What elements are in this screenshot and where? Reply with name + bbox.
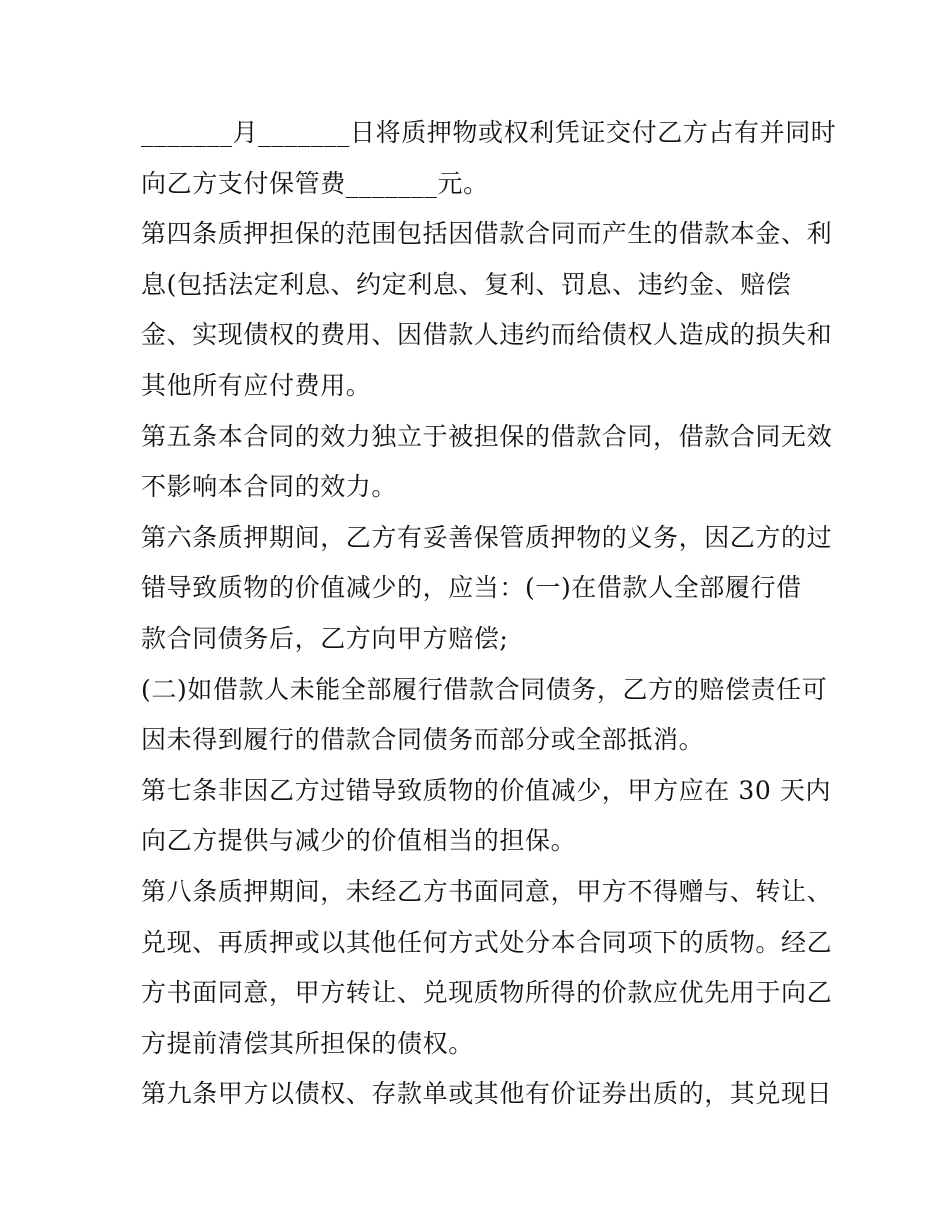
text-line: 错导致质物的价值减少的，应当：(一)在借款人全部履行借: [141, 573, 802, 603]
text-line: _______月_______日将质押物或权利凭证交付乙方占有并同时: [141, 118, 837, 147]
text-line: 方书面同意，甲方转让、兑现质物所得的价款应优先用于向乙: [141, 978, 833, 1008]
text-line: 第八条质押期间，未经乙方书面同意，甲方不得赠与、转让、: [141, 876, 833, 906]
text-line: 第四条质押担保的范围包括因借款合同而产生的借款本金、利: [141, 219, 833, 249]
text-line: 第六条质押期间，乙方有妥善保管质押物的义务，因乙方的过: [141, 522, 833, 552]
text-line: 不影响本合同的效力。: [141, 472, 398, 502]
text-line: 因未得到履行的借款合同债务而部分或全部抵消。: [141, 725, 705, 755]
text-line: 款合同债务后，乙方向甲方赔偿;: [141, 623, 509, 653]
text-line: 第五条本合同的效力独立于被担保的借款合同，借款合同无效: [141, 421, 833, 451]
text-line: 其他所有应付费用。: [141, 370, 372, 400]
text-line: 息(包括法定利息、约定利息、复利、罚息、违约金、赔偿: [141, 269, 792, 299]
text-line: 方提前清偿其所担保的债权。: [141, 1028, 474, 1058]
text-line: 第九条甲方以债权、存款单或其他有价证券出质的，其兑现日: [141, 1079, 833, 1109]
text-line: 向乙方提供与减少的价值相当的担保。: [141, 826, 577, 856]
text-line: 金、实现债权的费用、因借款人违约而给债权人造成的损失和: [141, 320, 833, 350]
text-line: 第七条非因乙方过错导致质物的价值减少，甲方应在 30 天内: [141, 775, 832, 805]
text-line: 兑现、再质押或以其他任何方式处分本合同项下的质物。经乙: [141, 927, 833, 957]
text-line: 向乙方支付保管费_______元。: [141, 168, 489, 198]
text-line: (二)如借款人未能全部履行借款合同债务，乙方的赔偿责任可: [141, 674, 828, 704]
document-body: [141, 108, 837, 1120]
